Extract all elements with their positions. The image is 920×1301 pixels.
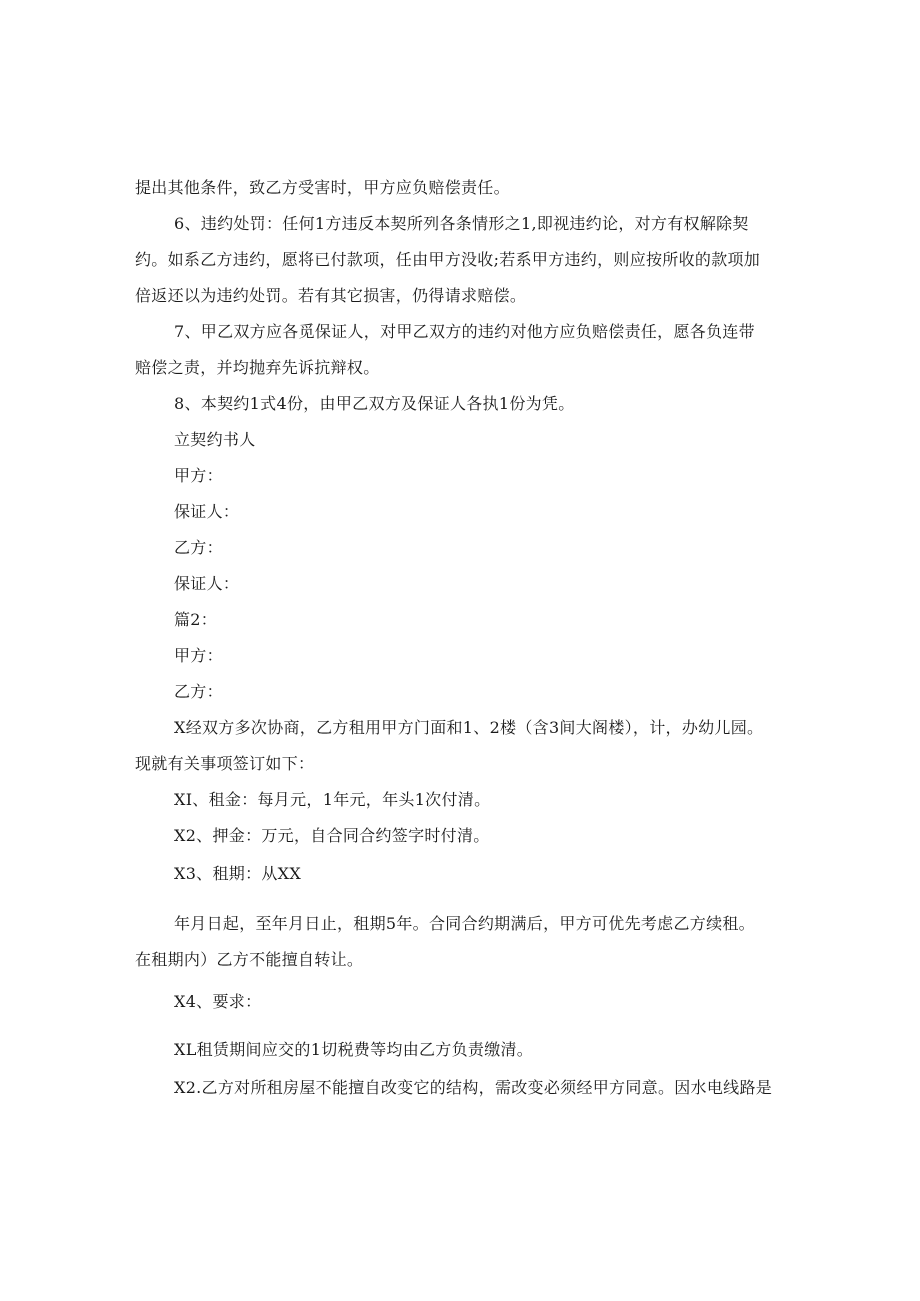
party-b-label: 乙方： (174, 682, 223, 701)
guarantor-label: 保证人： (174, 502, 240, 521)
deposit-clause: X2、押金：万元，自合同合约签字时付清。 (174, 826, 490, 845)
signatories-heading: 立契约书人 (174, 430, 256, 449)
clause-7-line: 7、甲乙双方应各觅保证人，对甲乙双方的违约对他方应负赔偿责任，愿各负连带 (174, 322, 755, 341)
party-a-label: 甲方： (174, 646, 223, 665)
text-line: 倍返还以为违约处罚。若有其它损害，仍得请求赔偿。 (135, 286, 527, 305)
text-line: 赔偿之责，并均抛弃先诉抗辩权。 (135, 358, 380, 377)
intro-line: X经双方多次协商，乙方租用甲方门面和1、2楼（含3间大阁楼），计，办幼儿园。 (174, 718, 764, 737)
clause-8-line: 8、本契约1式4份，由甲乙双方及保证人各执1份为凭。 (174, 394, 575, 413)
text-line: 约。如系乙方违约，愿将已付款项，任由甲方没收;若系甲方违约，则应按所收的款项加 (135, 250, 761, 269)
requirement-1: XL租赁期间应交的1切税费等均由乙方负责缴清。 (174, 1040, 534, 1059)
guarantor-label: 保证人： (174, 574, 240, 593)
rent-clause: XI、租金：每月元，1年元，年头1次付清。 (174, 790, 491, 809)
text-line: 在租期内）乙方不能擅自转让。 (135, 950, 364, 969)
text-line: 提出其他条件，致乙方受害时，甲方应负赔偿责任。 (135, 178, 510, 197)
text-line: 现就有关事项签订如下： (135, 754, 315, 773)
party-b-label: 乙方： (174, 538, 223, 557)
section-heading: 篇2： (174, 610, 218, 629)
clause-6-line: 6、违约处罚：任何1方违反本契所列各条情形之1,即视违约论，对方有权解除契 (174, 214, 749, 233)
party-a-label: 甲方： (174, 466, 223, 485)
requirement-2: X2.乙方对所租房屋不能擅自改变它的结构，需改变必须经甲方同意。因水电线路是 (174, 1078, 773, 1097)
requirements-heading: X4、要求： (174, 992, 262, 1011)
term-detail-line: 年月日起，至年月日止，租期5年。合同合约期满后，甲方可优先考虑乙方续租。 (174, 914, 755, 933)
term-clause: X3、租期：从XX (174, 864, 302, 883)
